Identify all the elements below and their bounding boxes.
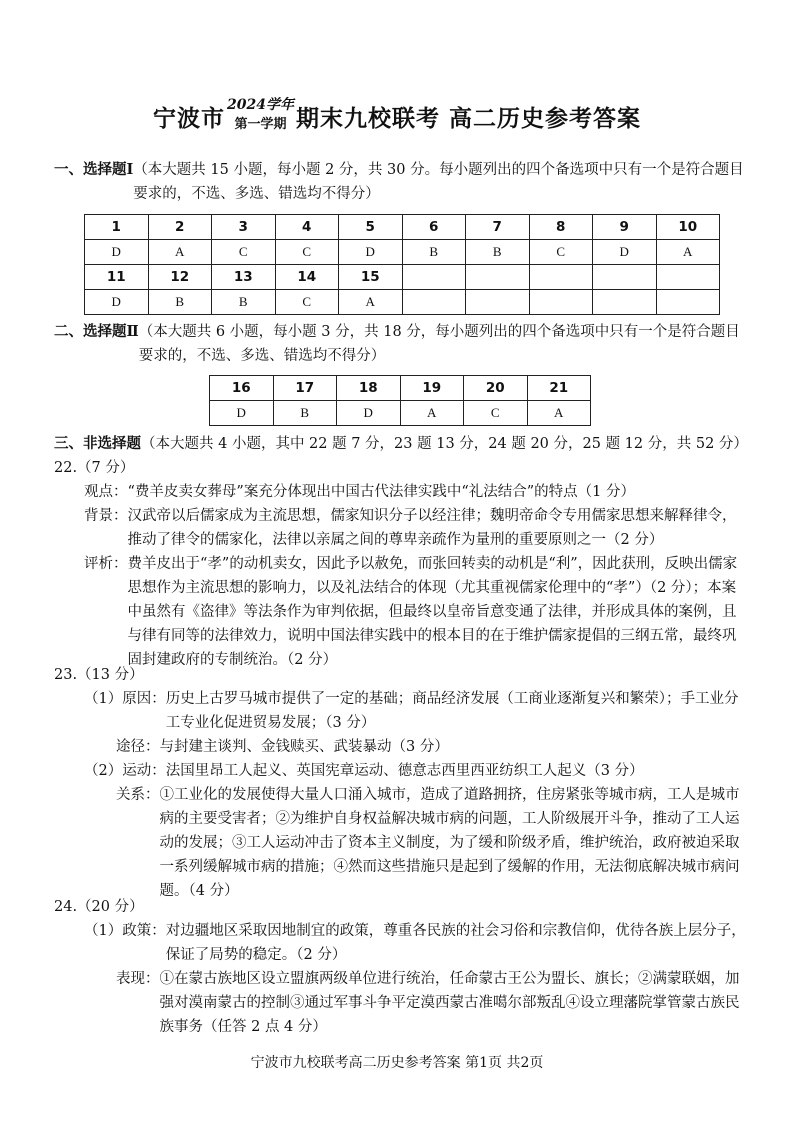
q23-title: 23.（13 分）: [54, 667, 144, 683]
q23-relation: [116, 783, 748, 903]
qnum-cell: 6: [402, 215, 466, 240]
q22-bg-label: 背景：: [84, 508, 128, 524]
answer-cell: C: [275, 240, 339, 265]
qnum-cell: [466, 265, 530, 290]
answer-cell: [402, 290, 466, 315]
answer-cell: D: [339, 240, 403, 265]
answer-cell: D: [593, 240, 657, 265]
qnum-cell: 15: [339, 265, 403, 290]
q24-show-text: ①在蒙古族地区设立盟旗两级单位进行统治，任命蒙古王公为盟长、旗长；②满蒙联姻，加强对漠南蒙古的控制③通过军事斗争平定漠西蒙古准噶尔部叛乱④设立理藩院掌管蒙古族民族事务（任答 2 点 4 分）: [159, 971, 740, 1035]
qnum-cell: 11: [85, 265, 149, 290]
q23-p2-label: （2）运动：: [84, 763, 166, 779]
q24-performance: [116, 967, 748, 1039]
section1-heading: 一、选择题Ⅰ: [54, 161, 134, 178]
table-row: [210, 401, 591, 426]
q22-background: [84, 504, 748, 552]
section3-header: [54, 432, 754, 456]
q22-evaluation: [84, 552, 748, 672]
answer-cell: A: [656, 240, 720, 265]
page-footer: 宁波市九校联考高二历史参考答案 第1页 共2页: [250, 1055, 544, 1071]
answer-cell: C: [212, 240, 276, 265]
answer-cell: C: [529, 240, 593, 265]
answer-cell: B: [402, 240, 466, 265]
qnum-cell: 2: [148, 215, 212, 240]
section2-header: [54, 320, 748, 368]
qnum-cell: 13: [212, 265, 276, 290]
section1-answer-table: [84, 214, 720, 315]
answer-cell: C: [275, 290, 339, 315]
table-row: [85, 290, 720, 315]
title-suffix: 期末九校联考 高二历史参考答案: [295, 105, 641, 132]
section2-heading: 二、选择题Ⅱ: [54, 323, 139, 340]
qnum-cell: [656, 265, 720, 290]
section3-heading: 三、非选择题: [54, 435, 141, 452]
qnum-cell: 12: [148, 265, 212, 290]
title-year: 2024学年: [227, 97, 294, 113]
q22-eval-text: 费羊皮出于“孝”的动机卖女，因此予以赦免，而张回转卖的动机是“利”，因此获刑，反映出儒家思想作为主流思想的影响力，以及礼法结合的体现（尤其重视儒家伦理中的“孝”）（2 分）；本案中虽然有《盗律》等法条作为审判依据，但最终以皇帝旨意变通了法律，并形成具体的案例，且与律有同等的法律效力，说明中国法律实践中的根本目的在于维护儒家提倡的三纲五常，最终巩固封建政府的专制统治。（2 分）: [127, 556, 738, 668]
q23-rel-text: ①工业化的发展使得大量人口涌入城市，造成了道路拥挤，住房紧张等城市病，工人是城市病的主要受害者；②为维护自身权益解决城市病的问题，工人阶级展开斗争，推动了工人运动的发展；③工人运动冲击了资本主义制度，为了缓和阶级矛盾，维护统治，政府被迫采取一系列缓解城市病的措施；④然而这些措施只是起到了缓解的作用，无法彻底解决城市病问题。（4 分）: [159, 787, 740, 899]
title-term: [227, 98, 294, 131]
qnum-cell: 9: [593, 215, 657, 240]
answer-cell: B: [466, 240, 530, 265]
q23-route: [116, 735, 748, 759]
answer-cell: B: [148, 290, 212, 315]
q23-rel-label: 关系：: [116, 787, 160, 803]
q24-p1-label: （1）政策：: [84, 923, 166, 939]
answer-cell: A: [339, 290, 403, 315]
q22-view-text: “费羊皮卖女葬母”案充分体现出中国古代法律实践中“礼法结合”的特点（1 分）: [127, 484, 635, 500]
answer-cell: D: [85, 290, 149, 315]
q24-title: 24.（20 分）: [54, 899, 144, 915]
qnum-cell: 16: [210, 376, 274, 401]
q22-view-label: 观点：: [84, 484, 128, 500]
title-semester: 第一学期: [234, 117, 287, 132]
answer-cell: A: [148, 240, 212, 265]
section2-desc: （本大题共 6 小题，每小题 3 分，共 18 分，每小题列出的四个备选项中只有一个是符合题目要求的，不选、多选、错选均不得分）: [138, 324, 740, 364]
table-row: [210, 376, 591, 401]
q22-bg-text: 汉武帝以后儒家成为主流思想，儒家知识分子以经注律；魏明帝命令专用儒家思想来解释律令，推动了律令的儒家化，法律以亲属之间的尊卑亲疏作为量刑的重要原则之一（2 分）: [127, 508, 737, 548]
qnum-cell: 3: [212, 215, 276, 240]
title-prefix: 宁波市: [153, 105, 225, 132]
qnum-cell: 7: [466, 215, 530, 240]
q24-part1: [84, 919, 748, 967]
q22-title: 22.（7 分）: [54, 460, 135, 476]
q24-show-label: 表现：: [116, 971, 160, 987]
table-row: [85, 265, 720, 290]
qnum-cell: [402, 265, 466, 290]
answer-cell: [593, 290, 657, 315]
table-row: [85, 215, 720, 240]
answer-cell: D: [210, 401, 274, 426]
q23-p1-text: 历史上古罗马城市提供了一定的基础；商品经济发展（工商业逐渐复兴和繁荣）；手工业分工专业化促进贸易发展；（3 分）: [165, 691, 739, 731]
q23-part1: [84, 687, 748, 735]
qnum-cell: [529, 265, 593, 290]
answer-cell: A: [527, 401, 591, 426]
qnum-cell: 14: [275, 265, 339, 290]
section1-header: [54, 158, 748, 206]
answer-cell: [656, 290, 720, 315]
answer-cell: B: [273, 401, 337, 426]
q22-eval-label: 评析：: [84, 556, 128, 572]
qnum-cell: 8: [529, 215, 593, 240]
section1-desc: （本大题共 15 小题，每小题 2 分，共 30 分。每小题列出的四个备选项中只有一个是符合题目要求的，不选、多选、错选均不得分）: [133, 162, 744, 202]
q24-p1-text: 对边疆地区采取因地制宜的政策，尊重各民族的社会习俗和宗教信仰，优待各族上层分子，保证了局势的稳定。（2 分）: [165, 923, 746, 963]
q23-p1-label: （1）原因：: [84, 691, 166, 707]
qnum-cell: 4: [275, 215, 339, 240]
answer-cell: D: [337, 401, 401, 426]
section2-answer-table: [209, 375, 591, 426]
answer-cell: C: [464, 401, 528, 426]
qnum-cell: 20: [464, 376, 528, 401]
q23-p2-text: 法国里昂工人起义、英国宪章运动、德意志西里西亚纺织工人起义（3 分）: [165, 763, 644, 779]
answer-cell: [529, 290, 593, 315]
qnum-cell: 18: [337, 376, 401, 401]
qnum-cell: 10: [656, 215, 720, 240]
answer-cell: B: [212, 290, 276, 315]
q22-view: [84, 480, 748, 504]
q23-route-text: 与封建主谈判、金钱赎买、武装暴动（3 分）: [159, 739, 449, 755]
answer-cell: [466, 290, 530, 315]
answer-cell: D: [85, 240, 149, 265]
page-title: [0, 97, 794, 133]
answer-cell: A: [400, 401, 464, 426]
qnum-cell: [593, 265, 657, 290]
section3-desc: （本大题共 4 小题，其中 22 题 7 分，23 题 13 分，24 题 20 分，25 题 12 分，共 52 分）: [141, 436, 748, 452]
q23-part2: [84, 759, 748, 783]
q23-route-label: 途径：: [116, 739, 160, 755]
qnum-cell: 1: [85, 215, 149, 240]
qnum-cell: 17: [273, 376, 337, 401]
qnum-cell: 5: [339, 215, 403, 240]
qnum-cell: 19: [400, 376, 464, 401]
qnum-cell: 21: [527, 376, 591, 401]
table-row: [85, 240, 720, 265]
